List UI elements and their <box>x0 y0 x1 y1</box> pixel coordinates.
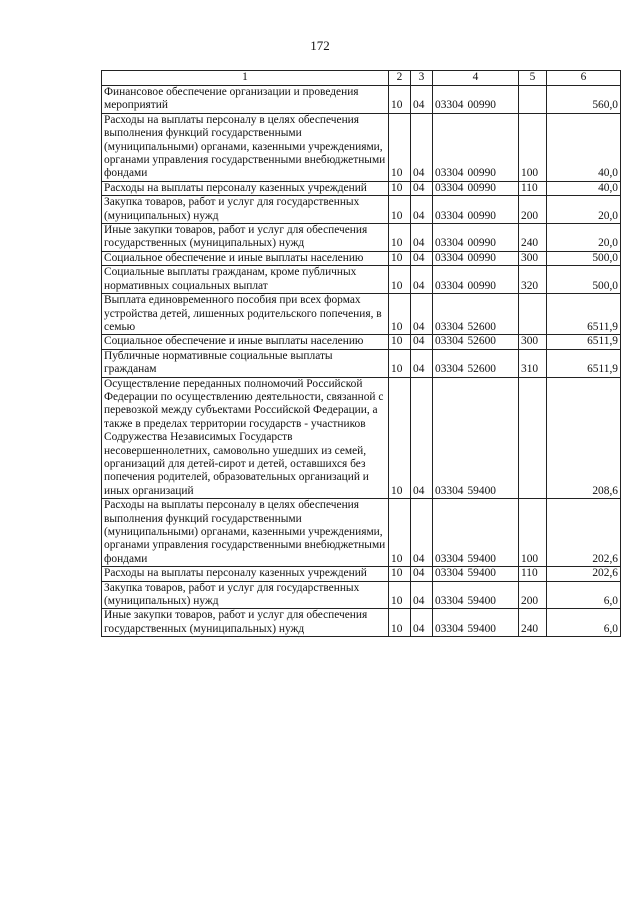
cell-amount: 208,6 <box>547 377 621 499</box>
cell-name: Расходы на выплаты персоналу казенных учреждений <box>102 567 389 581</box>
cell-name: Выплата единовременного пособия при всех формах устройства детей, лишенных родительского попечения, в семью <box>102 294 389 335</box>
target-article-program-code: 03304 <box>435 622 464 635</box>
cell-section: 10 <box>389 196 411 224</box>
cell-subsection: 04 <box>411 113 433 181</box>
target-article-direction-code: 59400 <box>467 622 496 635</box>
target-article-program-code: 03304 <box>435 167 464 180</box>
table-body <box>102 86 621 637</box>
cell-subsection: 04 <box>411 499 433 567</box>
cell-name: Иные закупки товаров, работ и услуг для обеспечения государственных (муниципальных) нужд <box>102 224 389 252</box>
table-row <box>102 609 621 637</box>
cell-section: 10 <box>389 113 411 181</box>
cell-target-article <box>433 609 519 637</box>
page-number: 172 <box>310 38 330 53</box>
cell-name: Осуществление переданных полномочий Российской Федерации по осуществлению деятельности, связанной с перевозкой между субъектами Российской Федерации, а также в пределах территории государств - участников Содружества Независимых Государств несовершеннолетних, самовольно ушедших из семей, организаций для детей-сирот и детей, оставшихся без попечения родителей, образовательных организаций и иных организаций <box>102 377 389 499</box>
cell-target-article <box>433 294 519 335</box>
cell-target-article <box>433 349 519 377</box>
cell-subsection: 04 <box>411 349 433 377</box>
target-article-direction-code: 00990 <box>467 251 496 264</box>
table-row <box>102 224 621 252</box>
cell-expense-type <box>519 294 547 335</box>
table-row <box>102 294 621 335</box>
cell-amount: 40,0 <box>547 113 621 181</box>
cell-target-article <box>433 251 519 265</box>
cell-target-article <box>433 224 519 252</box>
cell-amount: 20,0 <box>547 196 621 224</box>
target-article-program-code: 03304 <box>435 279 464 292</box>
cell-target-article <box>433 266 519 294</box>
cell-section: 10 <box>389 266 411 294</box>
cell-expense-type: 300 <box>519 335 547 349</box>
column-header-target-article: 4 <box>433 71 519 86</box>
target-article-program-code: 03304 <box>435 320 464 333</box>
cell-expense-type: 100 <box>519 113 547 181</box>
cell-expense-type <box>519 377 547 499</box>
target-article-program-code: 03304 <box>435 181 464 194</box>
cell-target-article <box>433 335 519 349</box>
column-header-section: 2 <box>389 71 411 86</box>
cell-amount: 20,0 <box>547 224 621 252</box>
target-article-program-code: 03304 <box>435 567 464 580</box>
table-row <box>102 499 621 567</box>
target-article-direction-code: 59400 <box>467 595 496 608</box>
cell-subsection: 04 <box>411 567 433 581</box>
cell-subsection: 04 <box>411 251 433 265</box>
cell-target-article <box>433 113 519 181</box>
target-article-program-code: 03304 <box>435 363 464 376</box>
target-article-program-code: 03304 <box>435 209 464 222</box>
target-article-program-code: 03304 <box>435 251 464 264</box>
target-article-direction-code: 00990 <box>467 209 496 222</box>
cell-target-article <box>433 567 519 581</box>
cell-name: Социальные выплаты гражданам, кроме публичных нормативных социальных выплат <box>102 266 389 294</box>
cell-amount: 40,0 <box>547 181 621 195</box>
column-header-name: 1 <box>102 71 389 86</box>
cell-amount: 202,6 <box>547 499 621 567</box>
cell-amount: 6,0 <box>547 609 621 637</box>
cell-target-article <box>433 581 519 609</box>
cell-subsection: 04 <box>411 609 433 637</box>
column-header-expense-type: 5 <box>519 71 547 86</box>
target-article-direction-code: 52600 <box>467 320 496 333</box>
target-article-program-code: 03304 <box>435 552 464 565</box>
target-article-direction-code: 00990 <box>467 279 496 292</box>
table-row <box>102 349 621 377</box>
cell-section: 10 <box>389 224 411 252</box>
column-header-subsection: 3 <box>411 71 433 86</box>
cell-section: 10 <box>389 86 411 114</box>
cell-section: 10 <box>389 377 411 499</box>
cell-section: 10 <box>389 567 411 581</box>
cell-subsection: 04 <box>411 294 433 335</box>
target-article-direction-code: 00990 <box>467 237 496 250</box>
cell-section: 10 <box>389 581 411 609</box>
target-article-direction-code: 59400 <box>467 567 496 580</box>
budget-table <box>101 70 621 637</box>
cell-section: 10 <box>389 499 411 567</box>
table-row <box>102 251 621 265</box>
cell-expense-type: 200 <box>519 196 547 224</box>
cell-amount: 6,0 <box>547 581 621 609</box>
cell-amount: 6511,9 <box>547 349 621 377</box>
target-article-program-code: 03304 <box>435 237 464 250</box>
cell-name: Расходы на выплаты персоналу в целях обеспечения выполнения функций государственными (муниципальными) органами, казенными учреждениями, органами управления государственными внебюджетными фондами <box>102 113 389 181</box>
cell-expense-type: 110 <box>519 567 547 581</box>
cell-name: Публичные нормативные социальные выплаты гражданам <box>102 349 389 377</box>
cell-expense-type: 240 <box>519 609 547 637</box>
cell-name: Закупка товаров, работ и услуг для государственных (муниципальных) нужд <box>102 196 389 224</box>
target-article-program-code: 03304 <box>435 335 464 348</box>
cell-name: Иные закупки товаров, работ и услуг для обеспечения государственных (муниципальных) нужд <box>102 609 389 637</box>
cell-amount: 500,0 <box>547 266 621 294</box>
target-article-direction-code: 59400 <box>467 484 496 497</box>
table-row <box>102 581 621 609</box>
cell-subsection: 04 <box>411 581 433 609</box>
table-row <box>102 181 621 195</box>
table-row <box>102 567 621 581</box>
cell-section: 10 <box>389 335 411 349</box>
target-article-direction-code: 00990 <box>467 99 496 112</box>
target-article-direction-code: 52600 <box>467 335 496 348</box>
cell-subsection: 04 <box>411 377 433 499</box>
cell-subsection: 04 <box>411 86 433 114</box>
cell-amount: 560,0 <box>547 86 621 114</box>
table-row <box>102 196 621 224</box>
cell-amount: 6511,9 <box>547 335 621 349</box>
cell-section: 10 <box>389 181 411 195</box>
cell-expense-type: 300 <box>519 251 547 265</box>
cell-expense-type: 110 <box>519 181 547 195</box>
cell-name: Расходы на выплаты персоналу казенных учреждений <box>102 181 389 195</box>
table-row <box>102 335 621 349</box>
cell-target-article <box>433 499 519 567</box>
table-row <box>102 113 621 181</box>
table-row <box>102 266 621 294</box>
cell-expense-type <box>519 86 547 114</box>
cell-amount: 6511,9 <box>547 294 621 335</box>
cell-section: 10 <box>389 349 411 377</box>
cell-name: Социальное обеспечение и иные выплаты населению <box>102 335 389 349</box>
cell-expense-type: 310 <box>519 349 547 377</box>
column-header-amount: 6 <box>547 71 621 86</box>
cell-section: 10 <box>389 294 411 335</box>
target-article-direction-code: 59400 <box>467 552 496 565</box>
cell-subsection: 04 <box>411 196 433 224</box>
cell-section: 10 <box>389 609 411 637</box>
cell-expense-type: 200 <box>519 581 547 609</box>
target-article-program-code: 03304 <box>435 595 464 608</box>
target-article-direction-code: 52600 <box>467 363 496 376</box>
table-row <box>102 377 621 499</box>
target-article-direction-code: 00990 <box>467 181 496 194</box>
cell-target-article <box>433 181 519 195</box>
cell-expense-type: 240 <box>519 224 547 252</box>
cell-section: 10 <box>389 251 411 265</box>
table-header-row <box>102 71 621 86</box>
table-row <box>102 86 621 114</box>
cell-target-article <box>433 196 519 224</box>
cell-name: Социальное обеспечение и иные выплаты населению <box>102 251 389 265</box>
cell-amount: 500,0 <box>547 251 621 265</box>
cell-name: Расходы на выплаты персоналу в целях обеспечения выполнения функций государственными (муниципальными) органами, казенными учреждениями, органами управления государственными внебюджетными фондами <box>102 499 389 567</box>
target-article-program-code: 03304 <box>435 99 464 112</box>
cell-subsection: 04 <box>411 335 433 349</box>
target-article-direction-code: 00990 <box>467 167 496 180</box>
cell-subsection: 04 <box>411 181 433 195</box>
cell-name: Закупка товаров, работ и услуг для государственных (муниципальных) нужд <box>102 581 389 609</box>
target-article-program-code: 03304 <box>435 484 464 497</box>
cell-expense-type: 100 <box>519 499 547 567</box>
cell-name: Финансовое обеспечение организации и проведения мероприятий <box>102 86 389 114</box>
cell-expense-type: 320 <box>519 266 547 294</box>
cell-amount: 202,6 <box>547 567 621 581</box>
cell-subsection: 04 <box>411 266 433 294</box>
cell-target-article <box>433 86 519 114</box>
cell-subsection: 04 <box>411 224 433 252</box>
cell-target-article <box>433 377 519 499</box>
